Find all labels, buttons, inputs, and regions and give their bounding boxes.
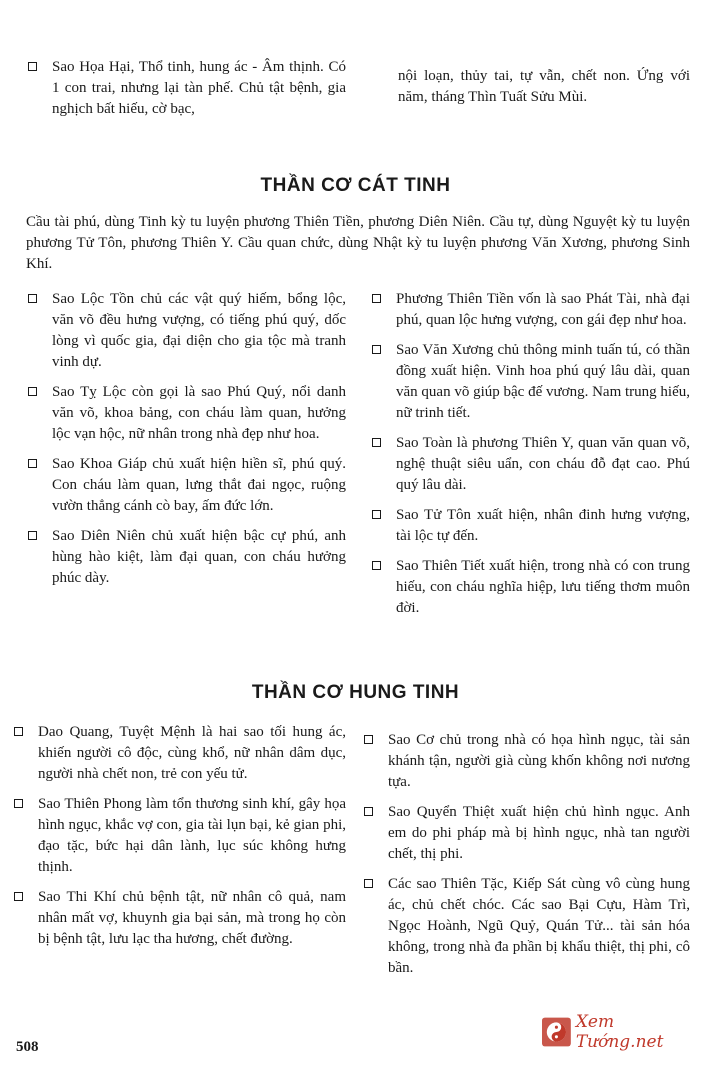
checkbox-square-icon [28, 531, 37, 540]
section2-right-column [362, 730, 690, 988]
item-text: Sao Toàn là phương Thiên Y, quan văn quan võ, nghệ thuật siêu uẩn, con cháu đỗ đạt cao. Phú quý lâu dài. [396, 435, 690, 493]
item-text: Sao Tử Tôn xuất hiện, nhân đinh hưng vượng, tài lộc tự đến. [396, 507, 690, 544]
item-text: Dao Quang, Tuyệt Mệnh là hai sao tối hung ác, khiến người cô độc, cùng khổ, nữ nhân dâm dục, người nhà chết non, trẻ con yếu tử. [38, 724, 346, 782]
checkbox-square-icon [372, 438, 381, 447]
continued-text: nội loạn, thủy tai, tự vẫn, chết non. Ứng với năm, tháng Thìn Tuất Sửu Mùi. [398, 68, 690, 105]
checkbox-square-icon [364, 807, 373, 816]
list-item [12, 722, 346, 785]
list-item [362, 730, 690, 793]
item-text: Phương Thiên Tiền vốn là sao Phát Tài, nhà đại phú, quan lộc hưng vượng, con gái đẹp như hoa. [396, 291, 690, 328]
item-text: Sao Khoa Giáp chủ xuất hiện hiền sĩ, phú quý. Con cháu làm quan, lưng thắt đai ngọc, ruộng vườn thẳng cánh cò bay, ấm đức lớn. [52, 456, 346, 514]
top-left-column [26, 57, 346, 129]
list-item [26, 57, 346, 120]
watermark [542, 1012, 702, 1052]
yin-yang-icon [542, 1017, 571, 1047]
section-intro: Cầu tài phú, dùng Tinh kỳ tu luyện phương Thiên Tiền, phương Diên Niên. Cầu tự, dùng Nguyệt kỳ tu luyện phương Tử Tôn, phương Thiên Y. Cầu quan chức, dùng Nhật kỳ tu luyện phương Văn Xương, phương Sinh Khí. [26, 214, 690, 272]
item-text: Sao Họa Hại, Thổ tinh, hung ác - Âm thịnh. Có 1 con trai, nhưng lại tàn phế. Chủ tật bệnh, gia nghịch bất hiếu, cờ bạc, [52, 59, 346, 117]
item-text: Sao Văn Xương chủ thông minh tuấn tú, có thần đồng xuất hiện. Vinh hoa phú quý lâu dài, quan văn quan võ giúp bậc đế vương. Nam trung hiếu, nữ trinh tiết. [396, 342, 690, 421]
top-right-column [398, 66, 690, 108]
section-title: THẦN CƠ HUNG TINH [251, 682, 460, 703]
list-item [362, 874, 690, 979]
list-item [370, 340, 690, 424]
list-item [26, 526, 346, 589]
page-number: 508 [16, 1039, 39, 1055]
section-title: THẦN CƠ CÁT TINH [260, 175, 451, 196]
item-text: Sao Thiên Tiết xuất hiện, trong nhà có con trung hiếu, con cháu nghĩa hiệp, lưu tiếng thơm muôn đời. [396, 558, 690, 616]
item-text: Sao Diên Niên chủ xuất hiện bậc cự phú, anh hùng hào kiệt, làm đại quan, con cháu hưởng phúc dày. [52, 528, 346, 586]
item-text: Sao Thi Khí chủ bệnh tật, nữ nhân cô quả, nam nhân mất vợ, khuynh gia bại sản, mà trong họ còn bị bệnh tật, lưu lạc tha hương, chết đường. [38, 889, 346, 947]
item-text: Sao Lộc Tồn chủ các vật quý hiếm, bổng lộc, văn võ đều hưng vượng, có tiếng phú quý, dốc lòng vì quốc gia, đại diện cho gia tộc mà tranh vinh dự. [52, 291, 346, 370]
list-item [12, 794, 346, 878]
checkbox-square-icon [372, 510, 381, 519]
list-item [370, 556, 690, 619]
checkbox-square-icon [28, 62, 37, 71]
list-item [362, 802, 690, 865]
list-item [370, 433, 690, 496]
checkbox-square-icon [28, 387, 37, 396]
list-item [26, 382, 346, 445]
checkbox-square-icon [14, 892, 23, 901]
item-text: Sao Thiên Phong làm tổn thương sinh khí, gây họa hình ngục, khắc vợ con, gia tài lụn bại, kẻ gian phi, đạo tặc, bức hại dân lành, lục súc không hưng thịnh. [38, 796, 346, 875]
watermark-text: Xem Tướng.net [575, 1012, 664, 1052]
checkbox-square-icon [364, 879, 373, 888]
section1-left-column [26, 289, 346, 598]
checkbox-square-icon [372, 294, 381, 303]
checkbox-square-icon [14, 799, 23, 808]
item-text: Các sao Thiên Tặc, Kiếp Sát cùng vô cùng hung ác, chủ chết chóc. Các sao Bại Cựu, Hàm Trì, Ngọc Hoành, Ngũ Quỷ, Quán Tử... tài sản hóa không, trong nhà đa phần bị khẩu thiệt, thị phi, cô bần. [388, 876, 690, 976]
checkbox-square-icon [14, 727, 23, 736]
section2-left-column [12, 722, 346, 959]
item-text: Sao Quyển Thiệt xuất hiện chủ hình ngục. Anh em do phi pháp mà bị hình ngục, nhà tan người chết, thị phi. [388, 804, 690, 862]
checkbox-square-icon [364, 735, 373, 744]
item-text: Sao Cơ chủ trong nhà có họa hình ngục, tài sản khánh tận, người già cùng khốn không nơi nương tựa. [388, 732, 690, 790]
checkbox-square-icon [372, 561, 381, 570]
item-text: Sao Tỵ Lộc còn gọi là sao Phú Quý, nổi danh văn võ, khoa bảng, con cháu làm quan, hưởng lộc vạn hộc, nữ nhân trong nhà đẹp như hoa. [52, 384, 346, 442]
list-item [26, 289, 346, 373]
list-item [370, 289, 690, 331]
list-item [12, 887, 346, 950]
checkbox-square-icon [372, 345, 381, 354]
list-item [26, 454, 346, 517]
list-item [370, 505, 690, 547]
section1-right-column [370, 289, 690, 628]
checkbox-square-icon [28, 459, 37, 468]
checkbox-square-icon [28, 294, 37, 303]
